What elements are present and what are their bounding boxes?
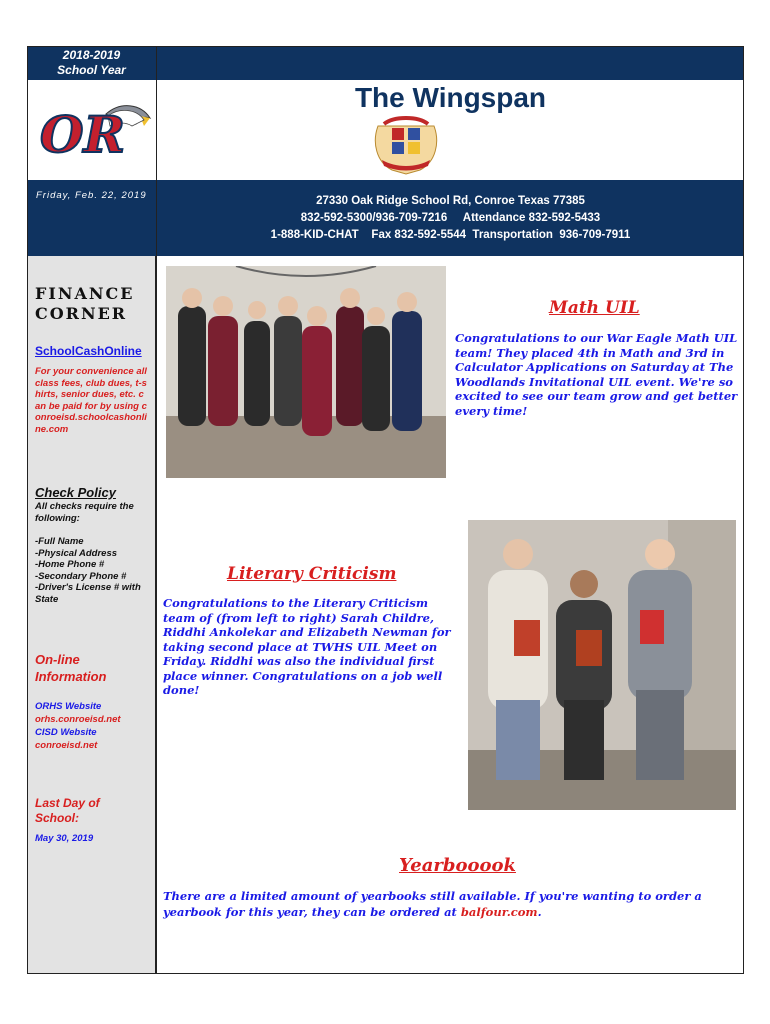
newsletter-title: The Wingspan: [354, 82, 547, 113]
last-day-date: May 30, 2019: [35, 833, 94, 844]
orhs-label: ORHS Website: [35, 701, 102, 712]
literary-criticism-title: Literary Criticism: [227, 564, 397, 584]
math-team-photo-art: [166, 266, 446, 478]
finance-corner-title: FINANCE CORNER: [35, 284, 135, 323]
address-line-3: 1-888-KID-CHAT Fax 832-592-5544 Transportation 936-709-7911: [270, 229, 631, 241]
yearbook-body: [163, 888, 733, 920]
address-line-2: 832-592-5300/936-709-7216 Attendance 832-592-5433: [300, 212, 601, 224]
last-day-title: Last Day of School:: [35, 796, 100, 825]
balfour-link[interactable]: balfour.com: [460, 905, 538, 919]
check-policy-intro: All checks require the following:: [35, 501, 134, 524]
literary-team-photo: [468, 520, 736, 810]
school-logo: [36, 96, 156, 166]
check-item: -Physical Address: [35, 547, 118, 559]
yearbook-title: Yearbooook: [399, 855, 516, 876]
literary-criticism-body: Congratulations to the Literary Criticism team of (from left to right) Sarah Childre, Riddhi Ankolekar and Elizabeth Newman for taking second place at TWHS UIL Meet on Friday. Riddhi was also the individual first place winner. Congratulations on a job well done!: [163, 596, 451, 697]
check-item: -Secondary Phone #: [35, 570, 127, 582]
check-item: -Full Name: [35, 536, 84, 547]
logo-lettering: OR: [40, 105, 126, 164]
math-uil-title: Math UIL: [549, 298, 640, 318]
math-uil-body: Congratulations to our War Eagle Math UIL team! They placed 4th in Math and 3rd in Calculator Applications on Saturday at The Woodlands Invitational UIL event. We're so excited to see our team grow and get better every time!: [455, 331, 738, 418]
issue-date: Friday, Feb. 22, 2019: [36, 190, 147, 201]
column-divider: [156, 46, 157, 974]
cisd-link[interactable]: conroeisd.net: [35, 740, 98, 751]
math-team-photo: [166, 266, 446, 478]
online-links: [35, 700, 153, 752]
school-crest: [370, 112, 442, 176]
literary-team-photo-art: [468, 520, 736, 810]
schoolcash-link[interactable]: SchoolCashOnline: [35, 344, 142, 358]
cisd-label: CISD Website: [35, 727, 97, 738]
address-line-1: 27330 Oak Ridge School Rd, Conroe Texas 77385: [316, 195, 585, 207]
online-info-title: On-line Information: [35, 652, 107, 684]
yearbook-text: There are a limited amount of yearbooks still available. If you're wanting to order a yearbook for this year, they can be ordered at: [163, 889, 702, 919]
yearbook-end: .: [537, 905, 542, 919]
check-policy-title: Check Policy: [35, 485, 116, 500]
school-year: 2018-2019 School Year: [57, 48, 126, 77]
school-address: [157, 193, 744, 244]
check-item: -Home Phone #: [35, 559, 105, 570]
check-policy-list: [35, 536, 153, 605]
orhs-link[interactable]: orhs.conroeisd.net: [35, 714, 121, 725]
schoolcash-text: For your convenience all class fees, club dues, t-shirts, senior dues, etc. can be paid for by using conroeisd.schoolcashonline.com: [35, 366, 147, 435]
check-item: -Driver's License # with State: [35, 582, 141, 605]
